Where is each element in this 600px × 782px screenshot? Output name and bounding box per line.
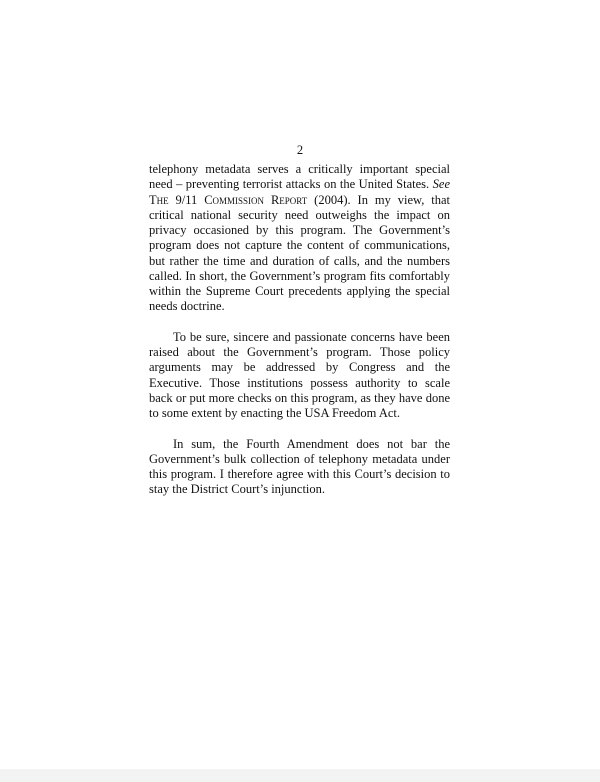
paragraph-conclusion (149, 437, 450, 498)
footer-band (0, 769, 600, 782)
text-run: telephony metadata serves a critically important special need – preventing terrorist attacks on the United States. (149, 162, 450, 192)
citation-commission-report: The 9/11 Commission Report (149, 192, 308, 207)
text-run: To be sure, sincere and passionate concerns have been raised about the Government’s program. Those policy arguments may be addressed by Congress and the Executive. Those institutions possess authority to scale back or put more checks on this program, as they have done to some extent by enacting the USA Freedom Act. (149, 329, 450, 420)
paragraph-special-needs (149, 162, 450, 315)
paragraph-policy-concerns (149, 330, 450, 422)
signal-see: See (432, 177, 450, 192)
opinion-body (149, 162, 450, 498)
page-number: 2 (296, 143, 304, 157)
text-run: (2004). In my view, that critical national security need outweighs the impact on privacy occasioned by this program. The Government’s program does not capture the content of communications, but rather the time and duration of calls, and the numbers called. In short, the Government’s program fits comfortably within the Supreme Court precedents applying the special needs doctrine. (149, 192, 450, 314)
text-run: In sum, the Fourth Amendment does not bar the Government’s bulk collection of telephony metadata under this program. I therefore agree with this Court’s decision to stay the District Court’s injunction. (149, 436, 450, 497)
